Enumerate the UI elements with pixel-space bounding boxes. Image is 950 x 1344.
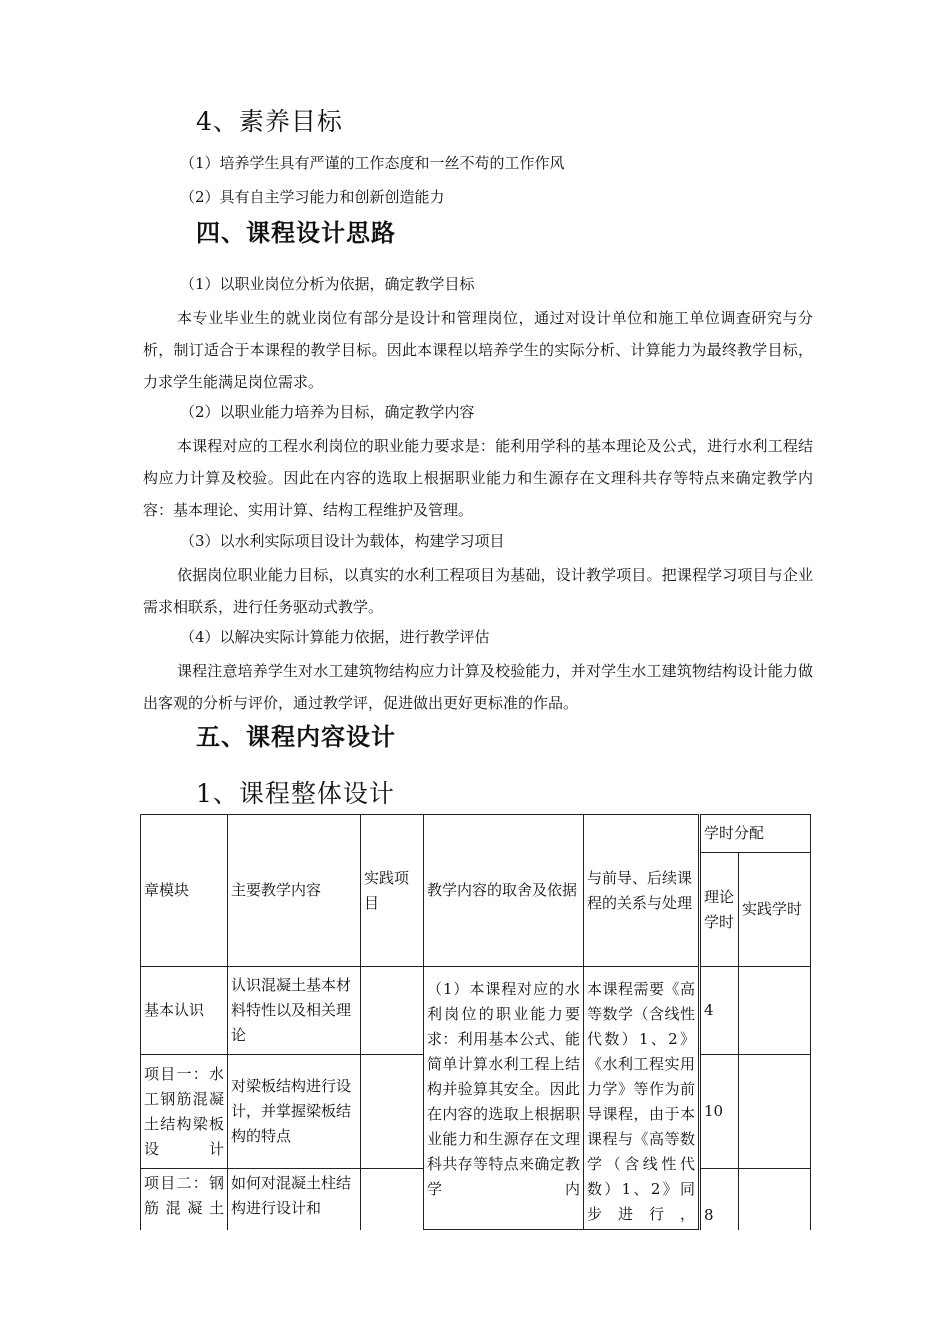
literacy-item-2: （2）具有自主学习能力和创新创造能力: [180, 188, 445, 206]
row-1-module: 基本认识: [141, 967, 228, 1055]
header-content: 主要教学内容: [228, 815, 361, 967]
literacy-heading: 4、素养目标: [196, 107, 343, 136]
design-point-2-title: （2）以职业能力培养为目标，确定教学内容: [180, 403, 475, 421]
section5-heading: 五、课程内容设计: [196, 722, 396, 751]
design-point-4-body: 课程注意培养学生对水工建筑物结构应力计算及校验能力，并对学生水工建筑物结构设计能力做出客观的分析与评价，通过教学评，促进做出更好更标准的作品。: [143, 662, 813, 712]
row-1-theory-hours: 4: [700, 967, 739, 1055]
header-basis: 教学内容的取舍及依据: [424, 815, 584, 967]
section5-sub-heading: 1、课程整体设计: [196, 779, 395, 808]
design-point-3-title: （3）以水利实际项目设计为载体，构建学习项目: [180, 532, 505, 550]
basis-cell: （1）本课程对应的水利岗位的职业能力要求：利用基本公式、能简单计算水利工程上结构并验算其安全。因此在内容的选取上根据职业能力和生源存在文理科共存等特点来确定教学内: [424, 967, 584, 1230]
row-2-content: 对梁板结构进行设计，并掌握梁板结构的特点: [228, 1054, 361, 1169]
section4-heading: 四、课程设计思路: [196, 218, 396, 247]
literacy-item-1: （1）培养学生具有严谨的工作态度和一丝不苟的工作作风: [180, 154, 565, 172]
row-1-practice: [361, 967, 424, 1055]
design-point-3-body: 依据岗位职业能力目标，以真实的水利工程项目为基础，设计教学项目。把课程学习项目与企业需求相联系，进行任务驱动式教学。: [143, 566, 813, 616]
row-2-module: 项目一：水工钢筋混凝土结构梁板设计: [141, 1054, 228, 1169]
header-theory-hours: 理论学时: [700, 853, 739, 967]
row-2-practice-hours: [739, 1054, 811, 1169]
row-3-module: 项目二：钢筋混凝土: [141, 1169, 228, 1230]
row-3-theory-hours: 8: [700, 1169, 739, 1230]
relation-cell: 本课程需要《高等数学（含线性代数）1、2》《水利工程实用力学》等作为前导课程，由于本课程与《高等数学（含线性代数）1、2》同步进行，: [584, 967, 700, 1230]
row-3-content: 如何对混凝土柱结构进行设计和: [228, 1169, 361, 1230]
row-2-practice: [361, 1054, 424, 1169]
row-1-practice-hours: [739, 967, 811, 1055]
header-hours: 学时分配: [700, 815, 811, 853]
design-point-2-body: 本课程对应的工程水利岗位的职业能力要求是：能利用学科的基本理论及公式，进行水利工程结构应力计算及校验。因此在内容的选取上根据职业能力和生源存在文理科共存等特点来确定教学内容：基本理论、实用计算、结构工程维护及管理。: [143, 437, 813, 519]
row-3-practice-hours: [739, 1169, 811, 1230]
row-2-theory-hours: 10: [700, 1054, 739, 1169]
row-1-content: 认识混凝土基本材料特性以及相关理论: [228, 967, 361, 1055]
header-practice-project: 实践项目: [361, 815, 424, 967]
design-point-1-body: 本专业毕业生的就业岗位有部分是设计和管理岗位，通过对设计单位和施工单位调查研究与分析，制订适合于本课程的教学目标。因此本课程以培养学生的实际分析、计算能力为最终教学目标，力求学生能满足岗位需求。: [143, 309, 813, 391]
header-module: 章模块: [141, 815, 228, 967]
course-design-table: [140, 814, 811, 1230]
design-point-4-title: （4）以解决实际计算能力依据，进行教学评估: [180, 628, 490, 646]
row-3-practice: [361, 1169, 424, 1230]
design-point-1-title: （1）以职业岗位分析为依据，确定教学目标: [180, 275, 475, 293]
header-relation: 与前导、后续课程的关系与处理: [584, 815, 700, 967]
header-practice-hours: 实践学时: [739, 853, 811, 967]
